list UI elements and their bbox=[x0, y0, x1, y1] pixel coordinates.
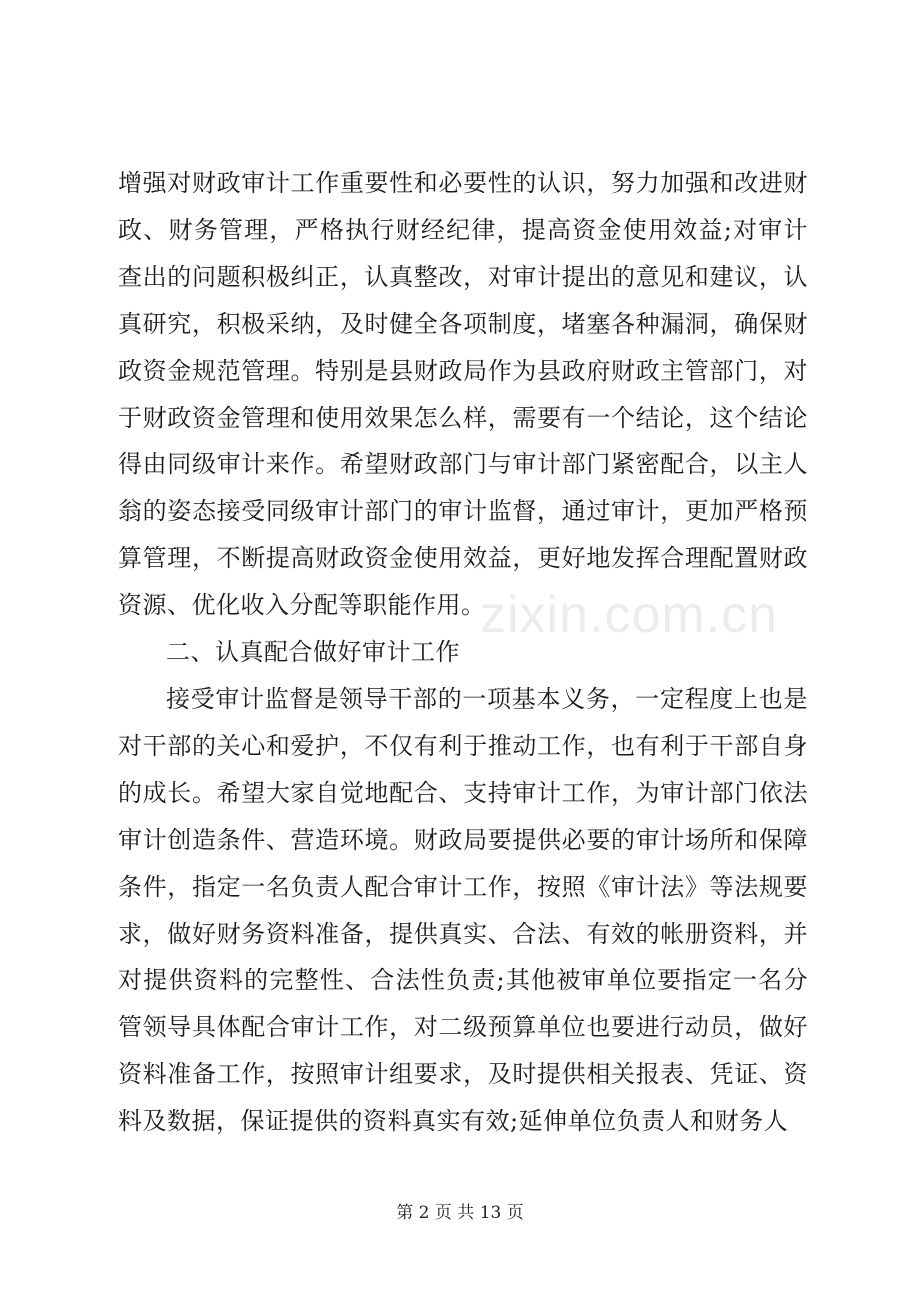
paragraph-2: 接受审计监督是领导干部的一项基本义务，一定程度上也是对干部的关心和爱护，不仅有利于推动工作，也有利于干部自身的成长。希望大家自觉地配合、支持审计工作，为审计部门依法审计创造条件、营造环境。财政局要提供必要的审计场所和保障条件，指定一名负责人配合审计工作，按照《审计法》等法规要求，做好财务资料准备，提供真实、合法、有效的帐册资料，并对提供资料的完整性、合法性负责;其他被审单位要指定一名分管领导具体配合审计工作，对二级预算单位也要进行动员，做好资料准备工作，按照审计组要求，及时提供相关报表、凭证、资料及数据，保证提供的资料真实有效;延伸单位负责人和财务人 bbox=[118, 684, 808, 1136]
paragraph-1: 增强对财政审计工作重要性和必要性的认识，努力加强和改进财政、财务管理，严格执行财经纪律，提高资金使用效益;对审计查出的问题积极纠正，认真整改，对审计提出的意见和建议，认真研究，积极采纳，及时健全各项制度，堵塞各种漏洞，确保财政资金规范管理。特别是县财政局作为县政府财政主管部门，对于财政资金管理和使用效果怎么样，需要有一个结论，这个结论得由同级审计来作。希望财政部门与审计部门紧密配合，以主人翁的姿态接受同级审计部门的审计监督，通过审计，更加严格预算管理，不断提高财政资金使用效益，更好地发挥合理配置财政资源、优化收入分配等职能作用。 bbox=[118, 169, 808, 620]
watermark-text: zixin.com.cn bbox=[480, 586, 779, 644]
section-heading: 二、认真配合做好审计工作 bbox=[166, 638, 460, 667]
page-number: 第 2 页 共 13 页 bbox=[396, 1203, 524, 1223]
document-body bbox=[118, 160, 808, 1145]
